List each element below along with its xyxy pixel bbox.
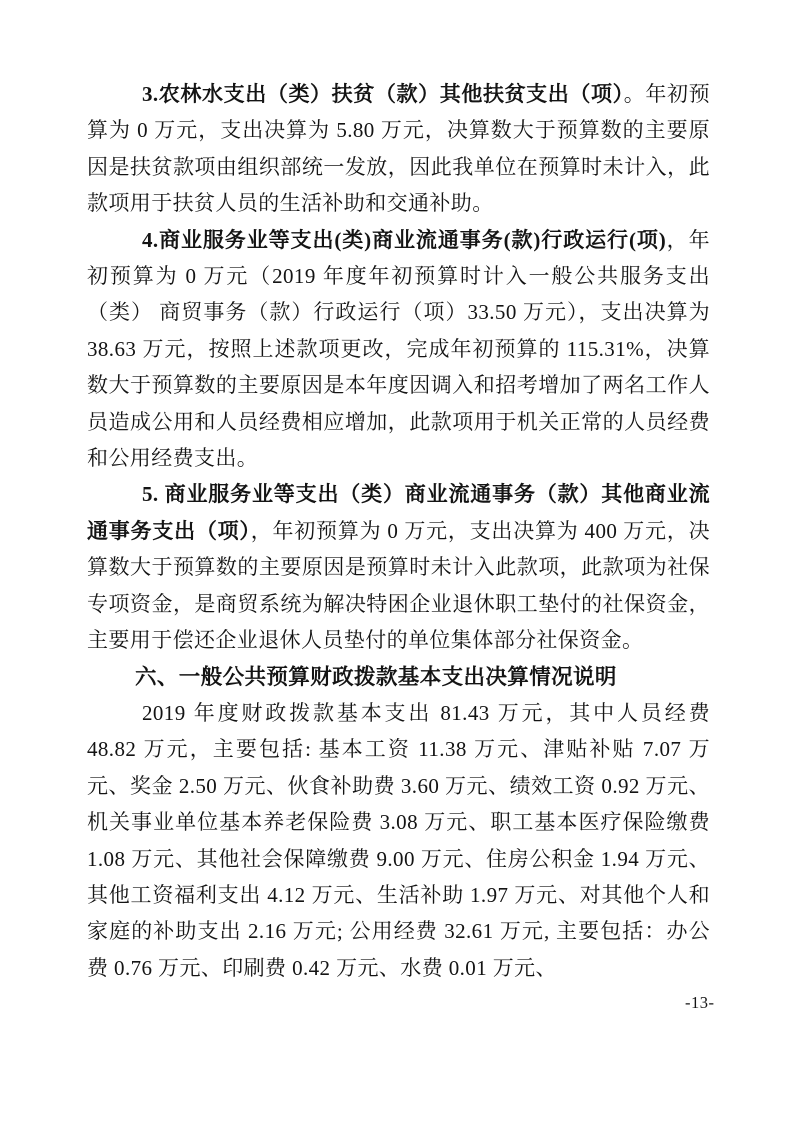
paragraph-item-5 <box>87 476 710 658</box>
paragraph-3-bold-lead: 3.农林水支出（类）扶贫（款）其他扶贫支出（项） <box>142 82 624 106</box>
paragraph-item-3 <box>87 76 710 222</box>
paragraph-basic-expenditure-body-text: 2019 年度财政拨款基本支出 81.43 万元，其中人员经费 48.82 万元，主要包括: 基本工资 11.38 万元、津贴补贴 7.07 万元、奖金 2.50 万元、伙食补助费 3.60 万元、绩效工资 0.92 万元、机关事业单位基本养老保险费 3.08 万元、职工基本医疗保险缴费 1.08 万元、其他社会保障缴费 9.00 万元、住房公积金 1.94 万元、其他工资福利支出 4.12 万元、生活补助 1.97 万元、对其他个人和家庭的补助支出 2.16 万元; 公用经费 32.61 万元, 主要包括：办公费 0.76 万元、印刷费 0.42 万元、水费 0.01 万元、 <box>87 700 710 980</box>
section-heading-basic-expenditure: 六、一般公共预算财政拨款基本支出决算情况说明 <box>135 664 617 689</box>
paragraph-item-basic-expenditure <box>87 695 710 986</box>
paragraph-5-bold-lead: 5. 商业服务业等支出（类）商业流通事务（款）其他商业流通事务支出（项） <box>87 482 710 543</box>
paragraph-4-bold-lead: 4.商业服务业等支出(类)商业流通事务(款)行政运行(项) <box>142 227 667 252</box>
document-content <box>87 76 710 986</box>
paragraph-5-body-text: ，年初预算为 0 万元，支出决算为 400 万元，决算数大于预算数的主要原因是预算时未计入此款项，此款项为社保专项资金，是商贸系统为解决特困企业退休职工垫付的社保资金，主要用于偿还企业退休人员垫付的单位集体部分社保资金。 <box>87 518 711 653</box>
paragraph-4-body-text: ，年初预算为 0 万元（2019 年度年初预算时计入一般公共服务支出（类） 商贸事务（款）行政运行（项）33.50 万元），支出决算为 38.63 万元，按照上述款项更改，完成年初预算的 115.31%，决算数大于预算数的主要原因是本年度因调入和招考增加了两名工作人员造成公用和人员经费相应增加，此款项用于机关正常的人员经费和公用经费支出。 <box>87 227 710 471</box>
paragraph-3-body-text: 。年初预算为 0 万元，支出决算为 5.80 万元，决算数大于预算数的主要原因是扶贫款项由组织部统一发放，因此我单位在预算时未计入，此款项用于扶贫人员的生活补助和交通补助。 <box>87 82 710 216</box>
paragraph-item-4 <box>87 222 710 477</box>
page-number: -13- <box>685 993 715 1012</box>
